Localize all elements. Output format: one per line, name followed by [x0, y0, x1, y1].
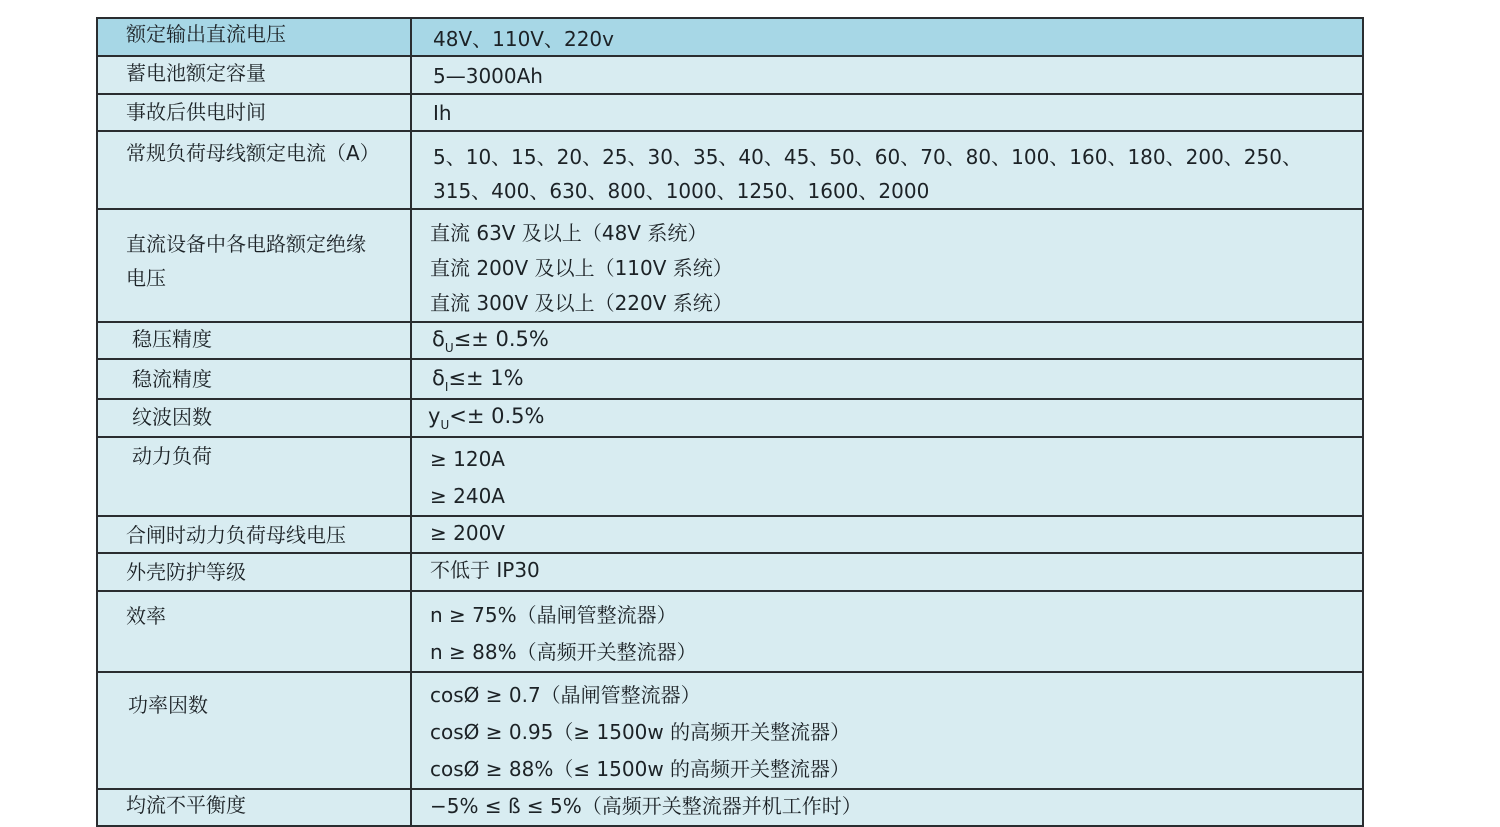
value-line: ≥ 240A — [430, 484, 505, 508]
value-line: cosØ ≥ 0.7（晶闸管整流器） — [430, 683, 701, 707]
value-text: ≤± 1% — [448, 366, 524, 390]
param-name: 合闸时动力负荷母线电压 — [97, 516, 411, 553]
param-name: 纹波因数 — [97, 399, 411, 437]
param-name: 事故后供电时间 — [97, 94, 411, 131]
param-value — [411, 399, 1363, 437]
value-text: <± 0.5% — [449, 404, 545, 428]
param-value — [411, 322, 1363, 359]
table-row — [97, 359, 1363, 399]
table-row — [97, 399, 1363, 437]
table-row — [97, 672, 1363, 789]
param-value: Ih — [411, 94, 1363, 131]
param-name: 功率因数 — [97, 672, 411, 789]
value-text: ≤± 0.5% — [453, 327, 549, 351]
table-row — [97, 94, 1363, 131]
param-name: 外壳防护等级 — [97, 553, 411, 591]
param-value: −5% ≤ ß ≤ 5%（高频开关整流器并机工作时） — [411, 789, 1363, 826]
param-name: 动力负荷 — [97, 437, 411, 516]
value-subscript: U — [444, 341, 454, 355]
table-row — [97, 209, 1363, 322]
value-line: 5、10、15、20、25、30、35、40、45、50、60、70、80、100、160、180、200、250、 — [433, 145, 1302, 169]
param-name: 均流不平衡度 — [97, 789, 411, 826]
value-subscript: U — [440, 418, 450, 432]
param-name-line: 直流设备中各电路额定绝缘 — [126, 232, 366, 256]
param-name: 稳流精度 — [97, 359, 411, 399]
value-symbol: y — [428, 404, 441, 428]
param-value: 48V、110V、220v — [411, 18, 1363, 56]
value-line: 直流 63V 及以上（48V 系统） — [430, 221, 708, 245]
value-line: cosØ ≥ 88%（≤ 1500w 的高频开关整流器） — [430, 757, 851, 781]
table-row — [97, 131, 1363, 209]
value-line: 直流 300V 及以上（220V 系统） — [430, 291, 733, 315]
param-value — [411, 359, 1363, 399]
table-row — [97, 789, 1363, 826]
value-line: ≥ 120A — [430, 447, 505, 471]
table-row — [97, 322, 1363, 359]
param-name: 效率 — [97, 591, 411, 672]
param-value — [411, 591, 1363, 672]
table-row — [97, 437, 1363, 516]
param-name — [97, 209, 411, 322]
param-value — [411, 209, 1363, 322]
value-subscript: I — [444, 380, 449, 394]
value-line: 直流 200V 及以上（110V 系统） — [430, 256, 733, 280]
param-value — [411, 437, 1363, 516]
table-row — [97, 56, 1363, 94]
value-line: 315、400、630、800、1000、1250、1600、2000 — [433, 179, 930, 203]
param-value — [411, 672, 1363, 789]
param-value: ≥ 200V — [411, 516, 1363, 553]
param-value: 5—3000Ah — [411, 56, 1363, 94]
table-row — [97, 18, 1363, 56]
param-name: 蓄电池额定容量 — [97, 56, 411, 94]
value-line: n ≥ 88%（高频开关整流器） — [430, 640, 697, 664]
spec-table — [96, 17, 1364, 827]
param-name: 额定输出直流电压 — [97, 18, 411, 56]
param-name-line: 电压 — [126, 266, 166, 290]
param-name: 常规负荷母线额定电流（A） — [97, 131, 411, 209]
value-symbol: δ — [432, 327, 445, 351]
table-row — [97, 591, 1363, 672]
value-line: cosØ ≥ 0.95（≥ 1500w 的高频开关整流器） — [430, 720, 851, 744]
table-row — [97, 553, 1363, 591]
param-value — [411, 131, 1363, 209]
value-line: n ≥ 75%（晶闸管整流器） — [430, 603, 677, 627]
value-symbol: δ — [432, 366, 445, 390]
param-value: 不低于 IP30 — [411, 553, 1363, 591]
param-name: 稳压精度 — [97, 322, 411, 359]
table-row — [97, 516, 1363, 553]
